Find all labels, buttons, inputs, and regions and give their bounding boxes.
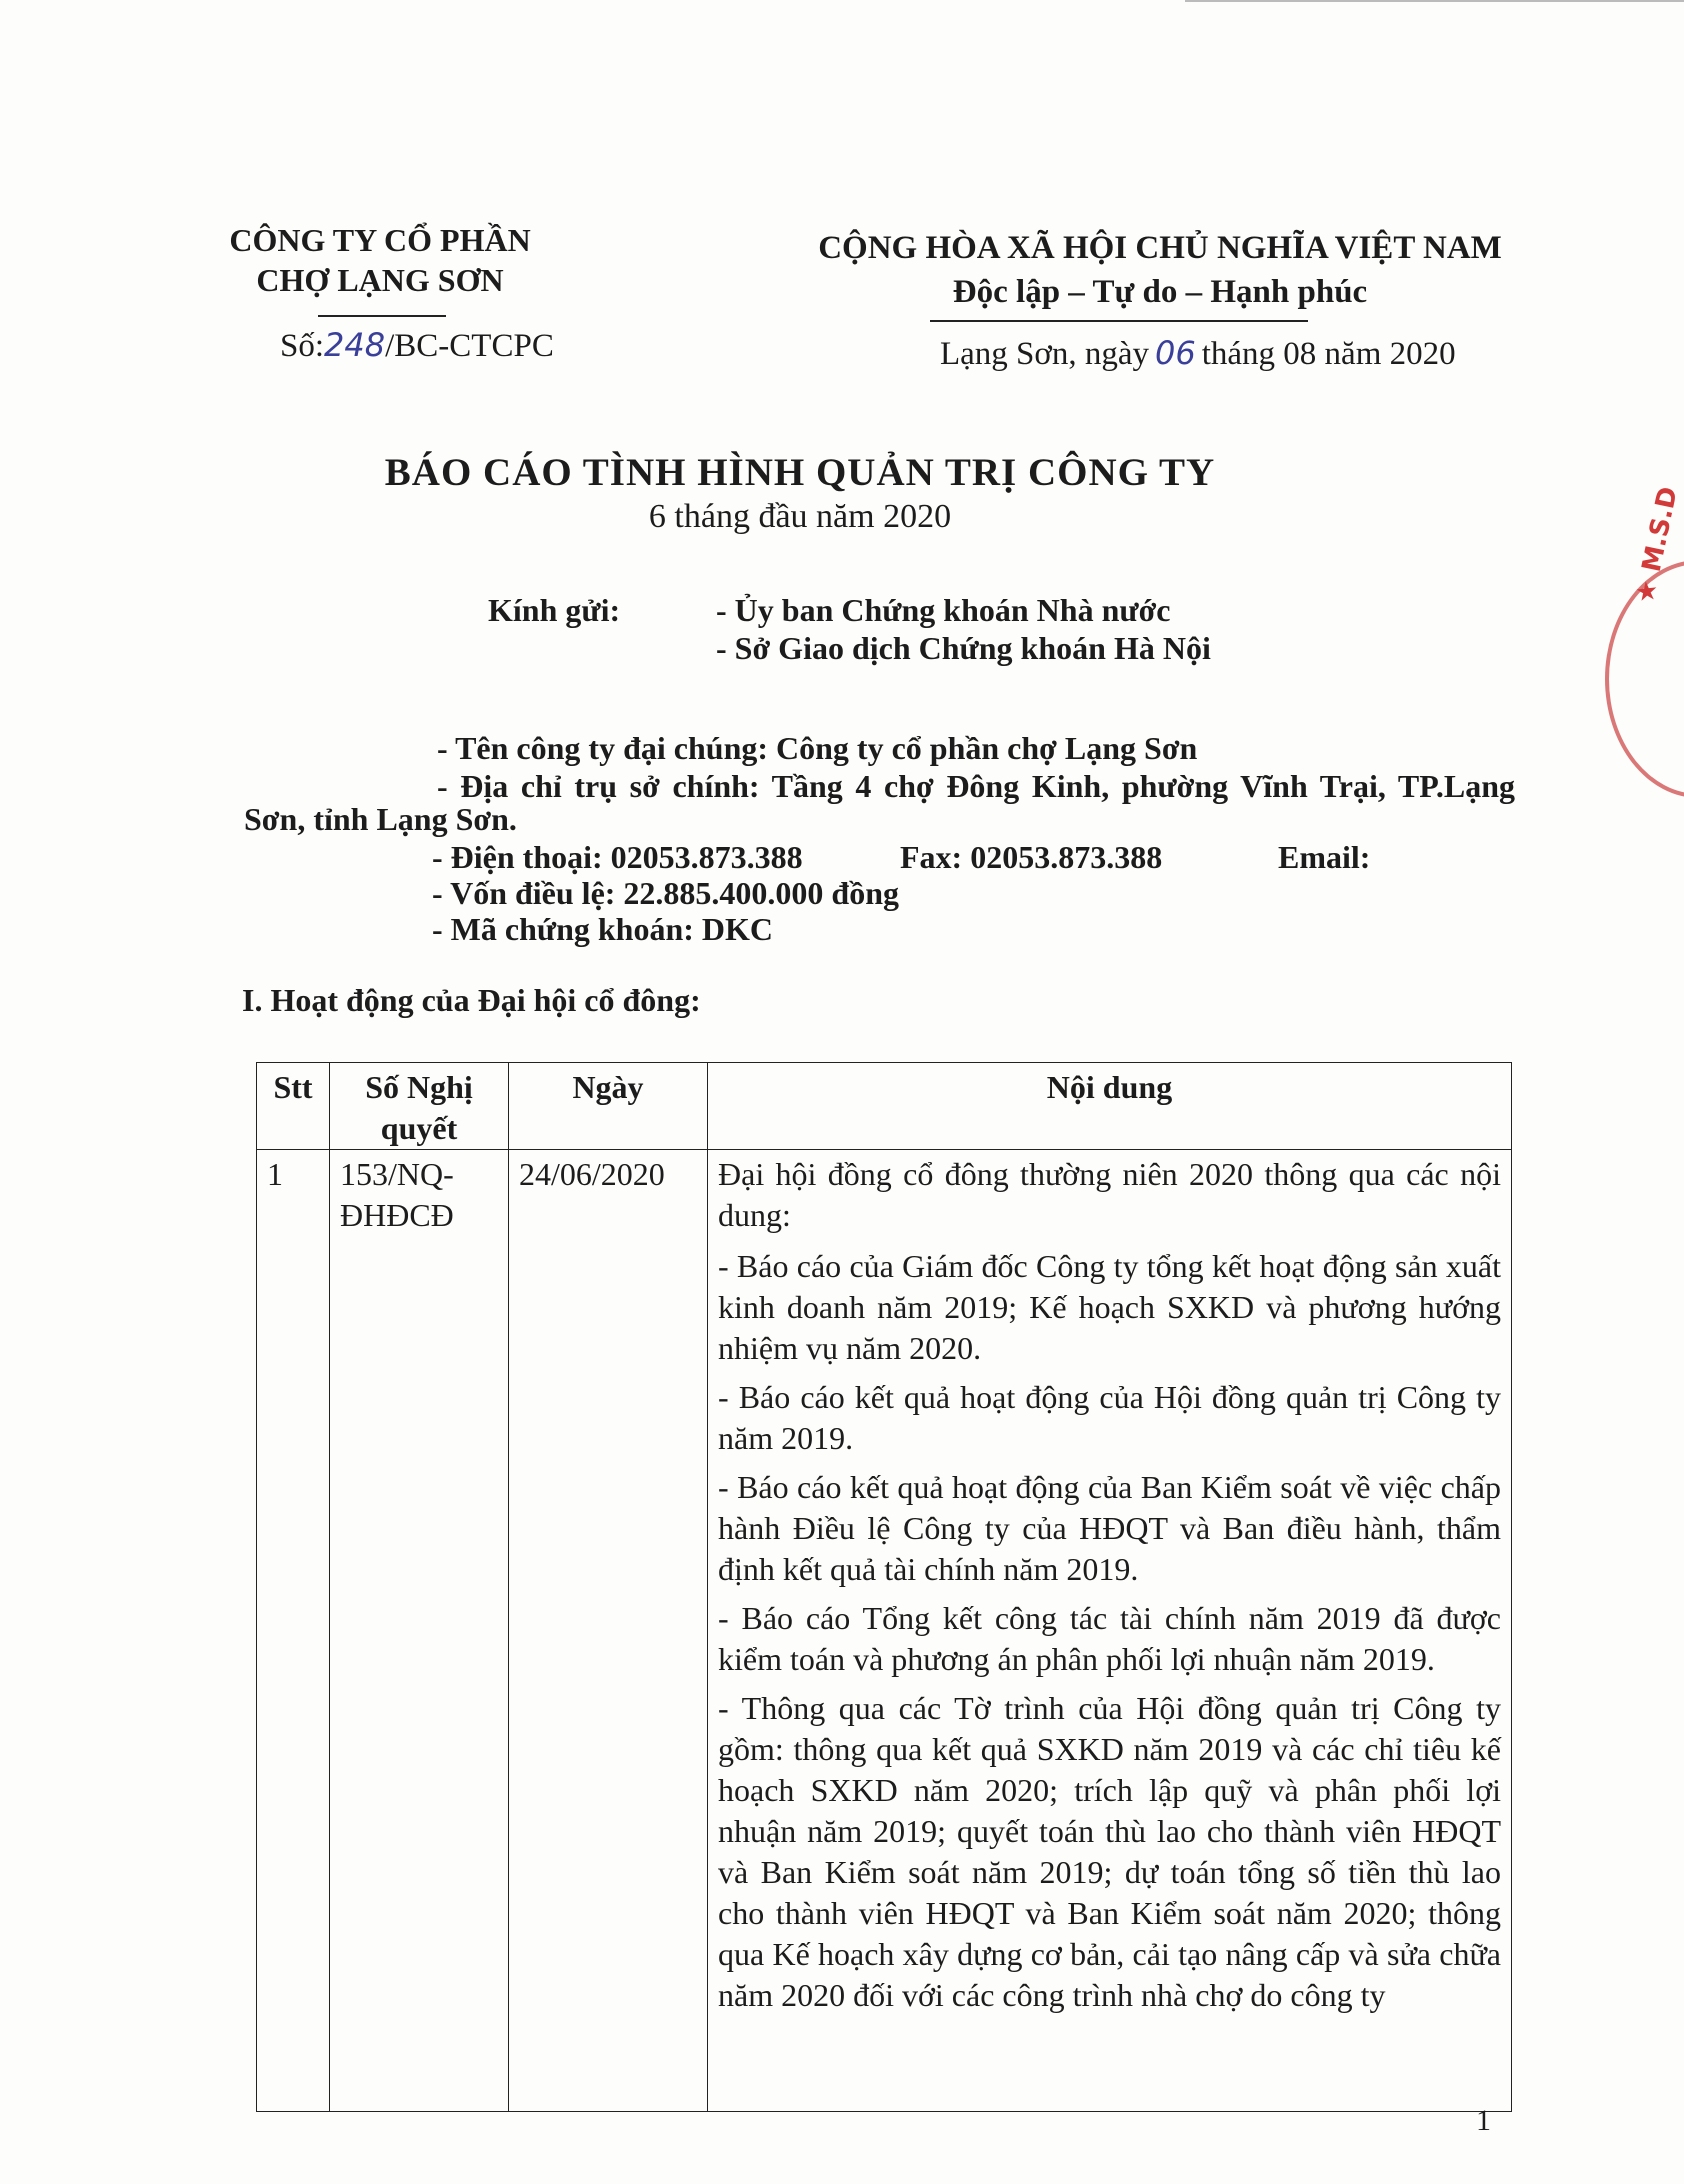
recipient-2: - Sở Giao dịch Chứng khoán Hà Nội bbox=[716, 630, 1211, 666]
header-content: Nội dung bbox=[708, 1063, 1512, 1150]
address-line-2: Sơn, tỉnh Lạng Sơn. bbox=[244, 801, 517, 837]
doc-number-handwritten: 248 bbox=[324, 326, 386, 364]
header-date: Ngày bbox=[509, 1063, 708, 1150]
address-line-1: - Địa chỉ trụ sở chính: Tầng 4 chợ Đông Kinh, phường Vĩnh Trại, TP.Lạng bbox=[437, 768, 1515, 804]
content-item: - Báo cáo kết quả hoạt động của Hội đồng quản trị Công ty năm 2019. bbox=[718, 1379, 1501, 1456]
section-1-title: I. Hoạt động của Đại hội cổ đông: bbox=[242, 982, 701, 1018]
company-name-info: - Tên công ty đại chúng: Công ty cổ phần chợ Lạng Sơn bbox=[437, 730, 1198, 766]
motto-underline bbox=[930, 320, 1308, 322]
company-name bbox=[180, 220, 580, 300]
scan-edge-line bbox=[1185, 0, 1684, 2]
resolutions-table bbox=[256, 1062, 1512, 2112]
report-subtitle: 6 tháng đầu năm 2020 bbox=[648, 498, 952, 535]
company-underline bbox=[318, 315, 446, 317]
place-date-suffix: tháng 08 năm 2020 bbox=[1201, 336, 1456, 372]
cell-stt: 1 bbox=[257, 1150, 330, 2112]
seal-text: ★ M.S.D bbox=[1630, 484, 1684, 607]
email-info: Email: bbox=[1278, 839, 1371, 875]
header-resolution-number: Số Nghị quyết bbox=[330, 1063, 509, 1150]
place-date bbox=[940, 334, 1456, 373]
document-number bbox=[280, 326, 554, 365]
content-item: - Báo cáo Tổng kết công tác tài chính năm 2019 đã được kiểm toán và phương án phân phối lợi nhuận năm 2019. bbox=[718, 1600, 1501, 1677]
place-date-prefix: Lạng Sơn, ngày bbox=[940, 336, 1150, 372]
day-handwritten: 06 bbox=[1155, 334, 1196, 372]
page-number: 1 bbox=[1476, 2104, 1491, 2137]
recipient-1: - Ủy ban Chứng khoán Nhà nước bbox=[716, 592, 1171, 628]
recipients-label: Kính gửi: bbox=[488, 592, 621, 628]
stock-code-info: - Mã chứng khoán: DKC bbox=[432, 911, 774, 947]
cell-date: 24/06/2020 bbox=[509, 1150, 708, 2112]
national-motto: Độc lập – Tự do – Hạnh phúc bbox=[952, 274, 1368, 310]
national-header bbox=[810, 226, 1510, 314]
table-row bbox=[257, 1150, 1512, 2112]
content-item: - Thông qua các Tờ trình của Hội đồng quản trị Công ty gồm: thông qua kết quả SXKD năm 2019 và các chỉ tiêu kế hoạch SXKD năm 2020; trích lập quỹ và phân phối lợi nhuận năm 2019; quyết toán thù lao cho thành viên HĐQT và Ban Kiểm soát năm 2019; dự toán tổng số tiền thù lao cho thành viên HĐQT và Ban Kiểm soát năm 2020; thông qua Kế hoạch xây dựng cơ bản, cải tạo nâng cấp và sửa chữa năm 2020 đối với các công trình nhà chợ do công ty bbox=[718, 1690, 1501, 2013]
company-name-line2: CHỢ LẠNG SƠN bbox=[256, 262, 504, 298]
doc-number-prefix: Số: bbox=[280, 328, 325, 364]
report-title: BÁO CÁO TÌNH HÌNH QUẢN TRỊ CÔNG TY bbox=[384, 451, 1216, 494]
company-name-line1: CÔNG TY CỔ PHẦN bbox=[229, 222, 531, 258]
country-name: CỘNG HÒA XÃ HỘI CHỦ NGHĨA VIỆT NAM bbox=[818, 230, 1502, 266]
content-item: - Báo cáo của Giám đốc Công ty tổng kết hoạt động sản xuất kinh doanh năm 2019; Kế hoạch SXKD và phương hướng nhiệm vụ năm 2020. bbox=[718, 1248, 1501, 1366]
phone-info: - Điện thoại: 02053.873.388 bbox=[432, 839, 803, 875]
content-intro: Đại hội đồng cổ đông thường niên 2020 thông qua các nội dung: bbox=[718, 1156, 1501, 1233]
cell-resolution-number: 153/NQ-ĐHĐCĐ bbox=[330, 1150, 509, 2112]
content-item: - Báo cáo kết quả hoạt động của Ban Kiểm soát về việc chấp hành Điều lệ Công ty của HĐQT và Ban điều hành, thẩm định kết quả tài chính năm 2019. bbox=[718, 1469, 1501, 1587]
charter-capital-info: - Vốn điều lệ: 22.885.400.000 đồng bbox=[432, 875, 900, 911]
header-stt: Stt bbox=[257, 1063, 330, 1150]
table-header-row bbox=[257, 1063, 1512, 1150]
cell-content bbox=[708, 1150, 1512, 2112]
fax-info: Fax: 02053.873.388 bbox=[900, 839, 1163, 875]
doc-number-suffix: /BC-CTCPC bbox=[385, 328, 554, 364]
